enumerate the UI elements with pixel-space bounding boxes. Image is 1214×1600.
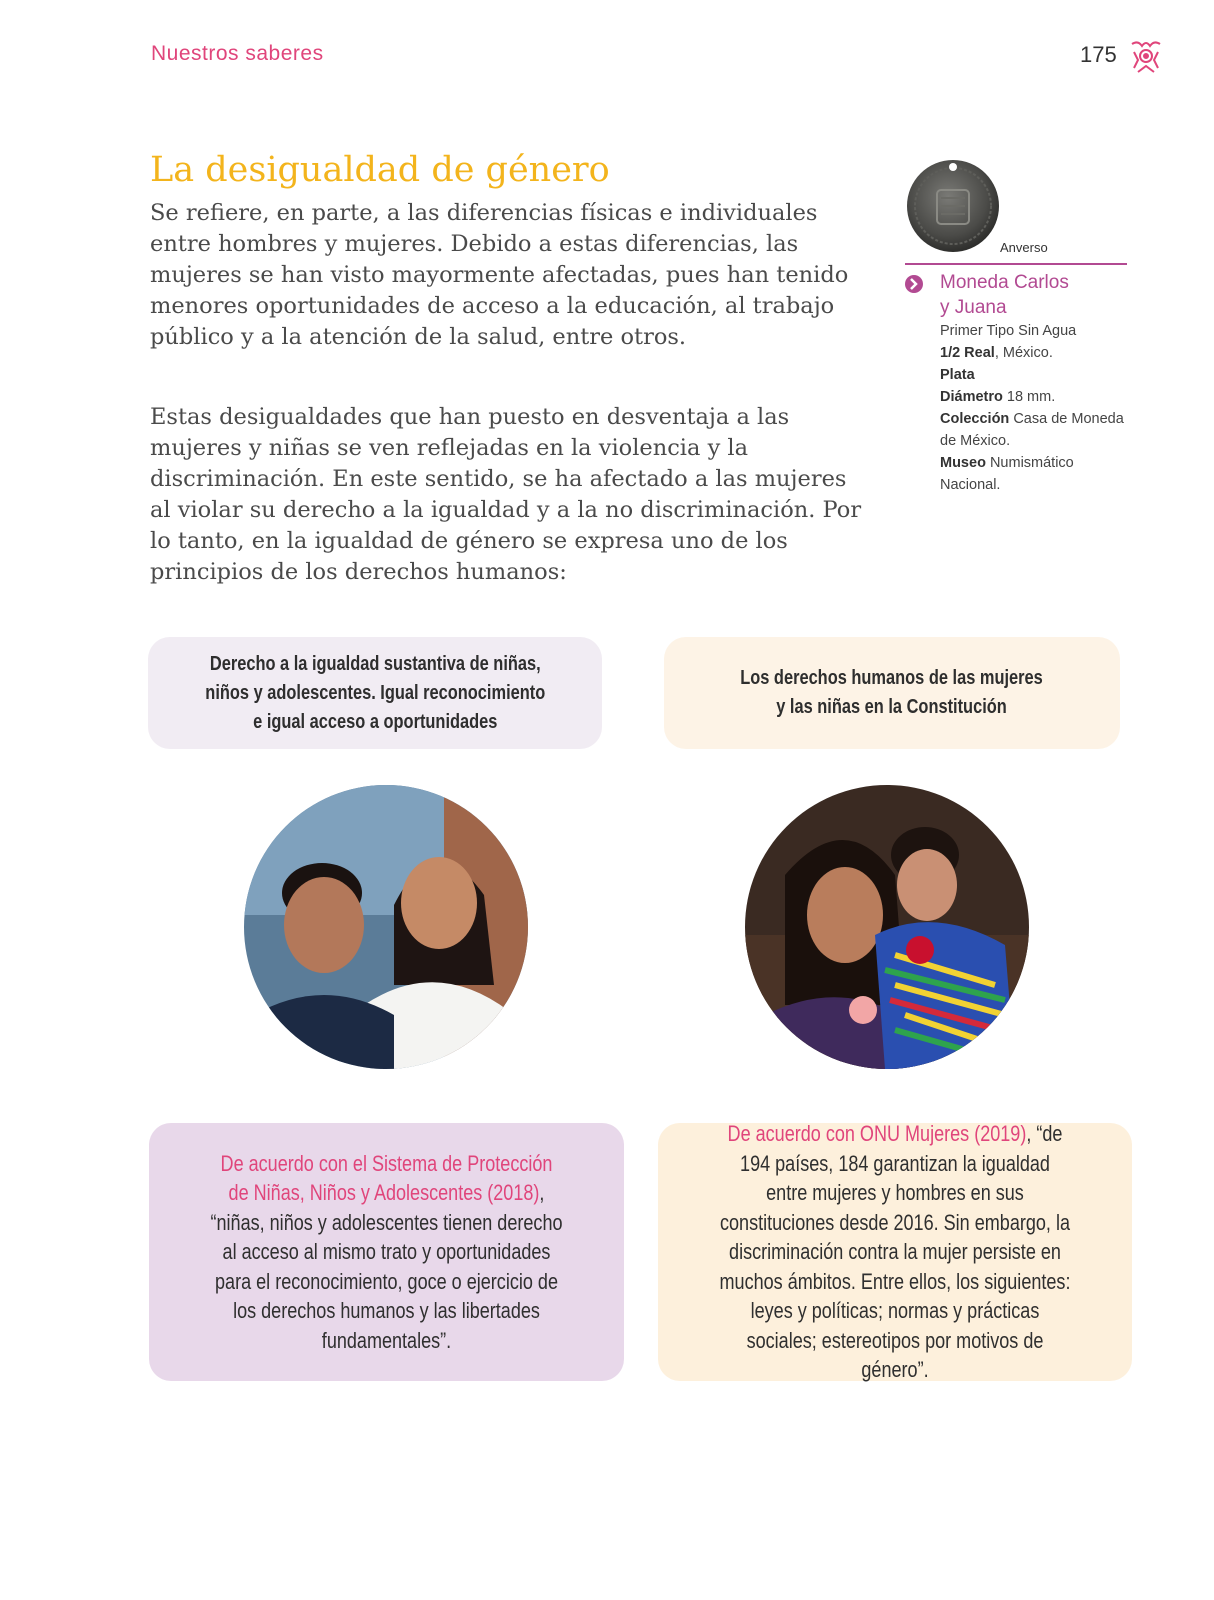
coin-collection (940, 408, 1130, 452)
coin-collection-label: Colección (940, 411, 1010, 427)
photo-boy-and-girl (244, 785, 528, 1069)
coin-diameter (940, 386, 1130, 408)
women-rights-heading-box (664, 637, 1120, 749)
quote-text (717, 1119, 1073, 1385)
women-rights-quote-box (658, 1123, 1132, 1381)
decorative-glyph-icon (1128, 38, 1164, 76)
quote-citation: De acuerdo con el Sistema de Protección de Niñas, Niños y Adolescentes (2018) (220, 1150, 553, 1206)
coin-diameter-value: 18 mm. (1002, 389, 1056, 405)
coin-name (940, 270, 1130, 320)
coin-caption: Anverso (1000, 240, 1048, 255)
coin-name-line: Moneda Carlos (940, 272, 1069, 293)
coin-diameter-label: Diámetro (940, 389, 1003, 405)
quote-body: , “niñas, niños y adolescentes tienen derecho al acceso al mismo trato y oportunidades para el reconocimiento, goce o ejercicio de los derechos humanos y las libertades fundamentales”. (210, 1180, 563, 1353)
coin-museum (940, 452, 1130, 496)
coin-museum-label: Museo (940, 455, 986, 471)
heading-line: Los derechos humanos de las mujeres (740, 667, 1044, 689)
coin-value-rest: , México. (994, 345, 1053, 361)
coin-image (905, 158, 1001, 254)
chevron-right-icon (904, 274, 924, 294)
children-rights-heading-box (148, 637, 602, 749)
photo-mother-and-daughter (745, 785, 1029, 1069)
coin-name-line: y Juana (940, 297, 1007, 318)
intro-paragraph: Se refiere, en parte, a las diferencias físicas e individuales entre hombres y mujeres. Debido a estas diferencias, las mujeres se han visto mayormente afectadas, pues han tenido menores oportunidades de acceso a la educación, al trabajo público y a la atención de la salud, entre otros. (150, 200, 849, 350)
children-rights-quote-box (149, 1123, 624, 1381)
heading-line: e igual acceso a oportunidades (252, 710, 498, 733)
coin-details (940, 320, 1130, 496)
coin-value (940, 342, 1130, 364)
page-title: La desigualdad de género (150, 150, 610, 190)
coin-collection-value: Casa de Moneda de México. (940, 411, 1124, 449)
coin-value-label: 1/2 Real (940, 345, 995, 361)
heading-line: y las niñas en la Constitución (776, 696, 1008, 718)
section-label: Nuestros saberes (151, 42, 324, 65)
quote-text (208, 1149, 565, 1356)
heading-line: Derecho a la igualdad sustantiva de niñas, (209, 652, 541, 675)
body-paragraph: Estas desigualdades que han puesto en desventaja a las mujeres y niñas se ven reflejadas en la violencia y la discriminación. En este sentido, se ha afectado a las mujeres al violar su derecho a la igualdad y a la no discriminación. Por lo tanto, en la igualdad de género se expresa uno de los principios de los derechos humanos: (150, 404, 862, 585)
heading-line: niños y adolescentes. Igual reconocimiento (205, 681, 545, 704)
coin-type: Primer Tipo Sin Agua (940, 323, 1077, 339)
coin-material (940, 364, 1130, 386)
coin-material-label: Plata (940, 367, 975, 383)
page-number: 175 (1080, 42, 1117, 67)
quote-body: , “de 194 países, 184 garantizan la igualdad entre mujeres y hombres en sus constituciones desde 2016. Sin embargo, la discriminación contra la mujer persiste en muchos ámbitos. Entre ellos, los siguientes: leyes y políticas; normas y prácticas sociales; estereotipos por motivos de género”. (719, 1121, 1071, 1383)
coin-museum-value: Numismático Nacional. (940, 455, 1074, 493)
sidebar-divider (905, 263, 1127, 265)
quote-citation: De acuerdo con ONU Mujeres (2019) (727, 1121, 1027, 1147)
